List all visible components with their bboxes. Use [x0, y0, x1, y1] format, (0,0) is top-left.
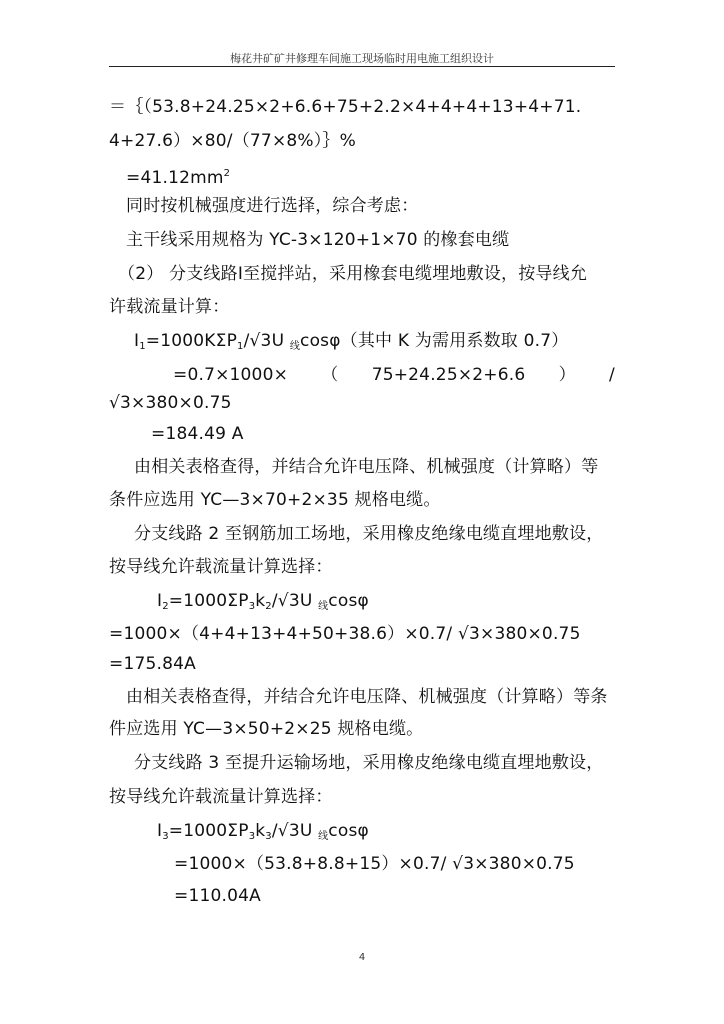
formula-part: ） [558, 365, 576, 385]
formula-i1 [134, 330, 568, 358]
formula-result: =110.04A [174, 886, 261, 906]
formula-part: =1000KΣP [145, 331, 238, 351]
paragraph-line: 由相关表格查得，并结合允许电压降、机械强度（计算略）等 [134, 457, 599, 477]
page-header-title: 梅花井矿矿井修理车间施工现场临时用电施工组织设计 [230, 52, 494, 65]
var: I [157, 591, 163, 611]
formula-part: （ [321, 365, 339, 385]
paragraph-line: 条件应选用 YC—3×70+2×35 规格电缆。 [109, 490, 441, 510]
formula-part: cosφ [328, 591, 369, 611]
formula-part: / [609, 365, 615, 385]
paragraph-line: （2） 分支线路Ⅰ至搅拌站，采用橡套电缆埋地敷设，按导线允 [118, 264, 588, 284]
formula-part: /√3U [271, 821, 319, 841]
formula-part: cosφ [328, 821, 369, 841]
paragraph-line: 按导线允许载流量计算选择： [109, 557, 333, 577]
subscript: 3 [248, 831, 256, 842]
paragraph-line: 分支线路 2 至钢筋加工场地，采用橡皮绝缘电缆直埋地敷设， [134, 524, 604, 544]
formula-part: cosφ（其中 K 为需用系数取 0.7） [300, 331, 569, 351]
paragraph-line: 分支线路 3 至提升运输场地，采用橡皮绝缘电缆直埋地敷设， [134, 753, 604, 773]
subscript: 3 [265, 831, 272, 842]
subscript: 3 [248, 601, 256, 612]
formula-part: 75+24.25×2+6.6 [371, 365, 526, 385]
formula-line: =1000×（4+4+13+4+50+38.6）×0.7/ √3×380×0.75 [109, 624, 581, 644]
paragraph-line: 件应选用 YC—3×50+2×25 规格电缆。 [109, 719, 424, 739]
formula-line: =1000×（53.8+8.8+15）×0.7/ √3×380×0.75 [174, 854, 575, 874]
paragraph-line: 由相关表格查得，并结合允许电压降、机械强度（计算略）等条 [126, 687, 608, 707]
superscript: 2 [223, 168, 231, 179]
formula-part: k [255, 591, 266, 611]
subscript: 1 [237, 341, 244, 352]
paragraph-line: 同时按机械强度进行选择，综合考虑： [126, 196, 419, 216]
formula-part: /√3U [271, 591, 319, 611]
formula-part: =0.7×1000× [173, 365, 289, 385]
formula-part: =1000ΣP [168, 821, 249, 841]
paragraph-line: 许载流量计算： [109, 297, 230, 317]
paragraph-line: 主干线采用规格为 YC-3×120+1×70 的橡套电缆 [126, 230, 510, 250]
formula-part: k [255, 821, 266, 841]
paragraph-line: 按导线允许载流量计算选择： [109, 787, 333, 807]
var: I [134, 331, 140, 351]
formula-result: =175.84A [109, 654, 196, 674]
subscript: 2 [162, 601, 169, 612]
formula-line-justified [173, 364, 615, 386]
formula-line: 4+27.6）×80/（77×8%）｝% [109, 131, 357, 151]
subscript: 1 [139, 341, 146, 352]
formula-i3 [157, 820, 369, 848]
subscript: 线 [318, 601, 329, 612]
formula-line: √3×380×0.75 [109, 393, 232, 413]
formula-result: =184.49 A [151, 424, 244, 444]
subscript: 2 [265, 601, 272, 612]
result-value: =41.12mm [126, 168, 224, 188]
formula-line: ＝｛（53.8+24.25×2+6.6+75+2.2×4+4+4+13+4+71. [109, 97, 582, 117]
header-divider [109, 66, 615, 67]
subscript: 线 [318, 831, 329, 842]
formula-i2 [157, 590, 369, 618]
formula-result [126, 163, 230, 189]
page-number: 4 [358, 952, 366, 963]
formula-part: =1000ΣP [168, 591, 249, 611]
formula-part: /√3U [243, 331, 290, 351]
subscript: 3 [162, 831, 169, 842]
subscript: 线 [289, 341, 301, 352]
var: I [157, 821, 163, 841]
